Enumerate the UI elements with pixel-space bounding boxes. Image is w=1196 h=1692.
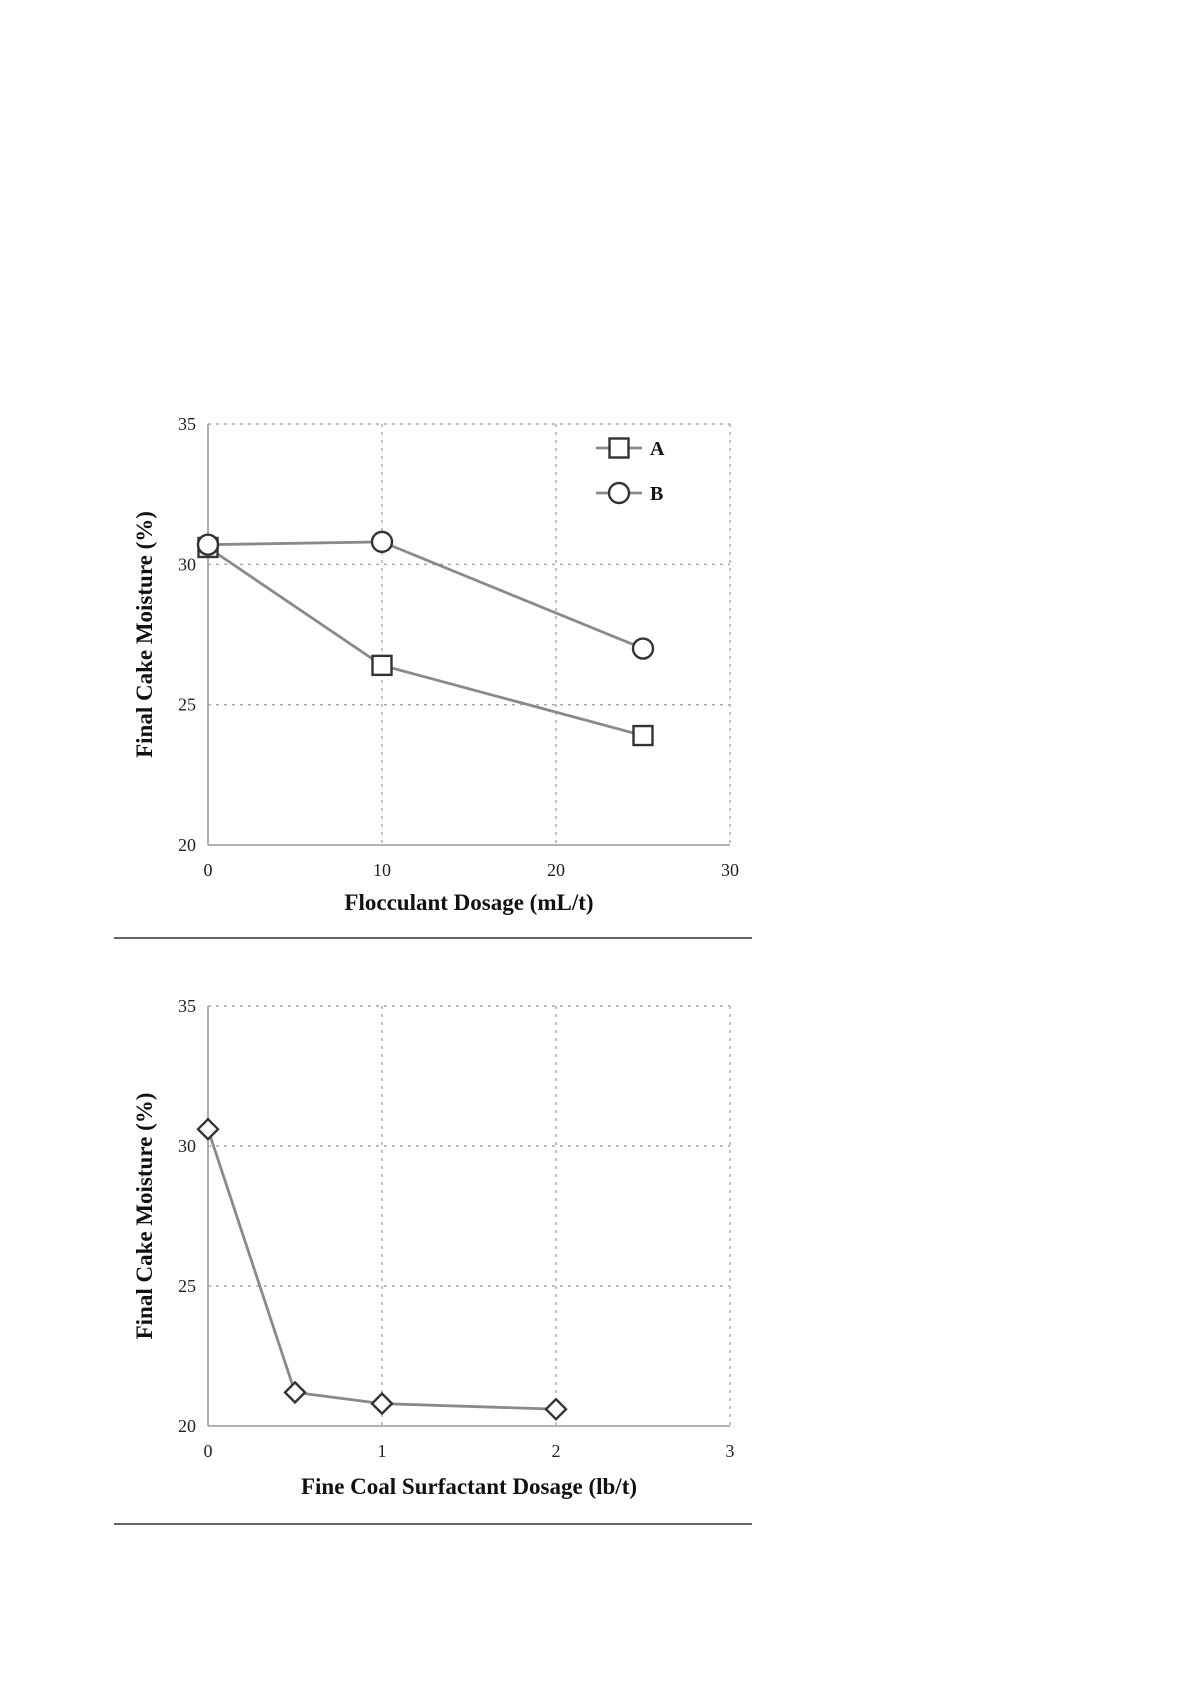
x-tick-label: 0 <box>203 1441 213 1461</box>
y-axis-title: Final Cake Moisture (%) <box>132 511 157 758</box>
y-tick-label: 20 <box>178 1416 196 1436</box>
data-point-series0 <box>285 1382 305 1402</box>
chart-flocculant-dosage <box>132 414 739 915</box>
y-tick-label: 30 <box>178 554 196 575</box>
x-axis-title: Flocculant Dosage (mL/t) <box>344 890 594 915</box>
data-point-series0 <box>198 1119 218 1139</box>
legend-label-A: A <box>650 438 665 460</box>
series-line-B <box>208 542 643 649</box>
data-point-B <box>633 639 653 659</box>
x-tick-label: 2 <box>551 1441 561 1461</box>
y-tick-label: 25 <box>178 1276 196 1296</box>
data-point-A <box>373 656 392 675</box>
legend-label-B: B <box>650 483 664 505</box>
legend-marker-B <box>609 483 629 503</box>
x-tick-label: 3 <box>725 1441 735 1461</box>
data-point-A <box>634 726 653 745</box>
y-tick-label: 25 <box>178 694 196 715</box>
y-tick-label: 30 <box>178 1136 196 1156</box>
x-tick-label: 10 <box>373 860 391 880</box>
chart-surfactant-dosage <box>132 996 735 1499</box>
data-point-series0 <box>546 1399 566 1419</box>
series-line-A <box>208 547 643 735</box>
data-point-B <box>372 532 392 552</box>
x-tick-label: 1 <box>377 1441 387 1461</box>
y-axis-title: Final Cake Moisture (%) <box>132 1092 157 1340</box>
x-tick-label: 0 <box>203 860 213 880</box>
x-tick-label: 20 <box>547 860 565 880</box>
data-point-B <box>198 535 218 555</box>
x-axis-title: Fine Coal Surfactant Dosage (lb/t) <box>300 1474 638 1499</box>
legend-marker-A <box>610 439 629 458</box>
y-tick-label: 35 <box>178 996 196 1016</box>
y-tick-label: 20 <box>178 835 196 855</box>
x-tick-label: 30 <box>721 860 739 880</box>
data-point-series0 <box>372 1394 392 1414</box>
y-tick-label: 35 <box>178 414 196 434</box>
